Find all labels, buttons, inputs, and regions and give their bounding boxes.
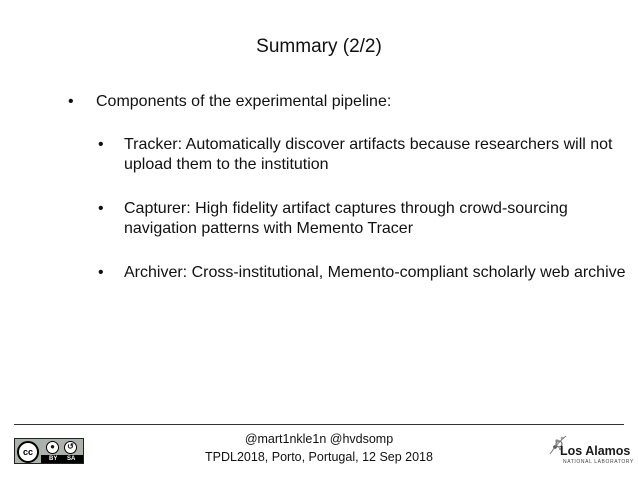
bullet-dot: • [98, 200, 104, 217]
footer-handles: @mart1nkle1n @hvdsomp [244, 432, 394, 446]
sub-bullet-text: Archiver: Cross-institutional, Memento-compliant scholarly web archive [124, 264, 626, 281]
los-alamos-logo-icon [548, 432, 634, 472]
by-label: BY [49, 456, 58, 462]
sub-bullet-text: Capturer: High fidelity artifact captures through crowd-sourcing navigation patterns with Memento Tracer [124, 200, 568, 237]
footer-event: TPDL2018, Porto, Portugal, 12 Sep 2018 [205, 450, 433, 464]
logo-subtitle: NATIONAL LABORATORY [563, 459, 634, 465]
attribution-person-icon: ● [46, 441, 59, 454]
sub-bullet-archiver [68, 263, 628, 283]
sub-bullet-tracker [68, 135, 628, 175]
logo-name: Los Alamos [560, 444, 631, 458]
main-bullet-text: Components of the experimental pipeline: [96, 93, 392, 110]
sub-bullet-text: Tracker: Automatically discover artifacts because researchers will not upload them to the institution [124, 136, 613, 173]
sa-label: SA [67, 456, 76, 462]
footer [0, 430, 638, 466]
bullet-dot: • [98, 264, 104, 281]
footer-divider [14, 424, 624, 425]
bullet-dot: • [68, 93, 74, 110]
main-bullet [68, 92, 628, 112]
cc-icon: cc [17, 441, 39, 463]
bullet-list [68, 92, 628, 281]
share-alike-icon: ↺ [64, 441, 77, 454]
bullet-dot: • [98, 136, 104, 153]
sub-bullet-capturer [68, 199, 628, 239]
slide-title: Summary (2/2) [256, 36, 382, 57]
